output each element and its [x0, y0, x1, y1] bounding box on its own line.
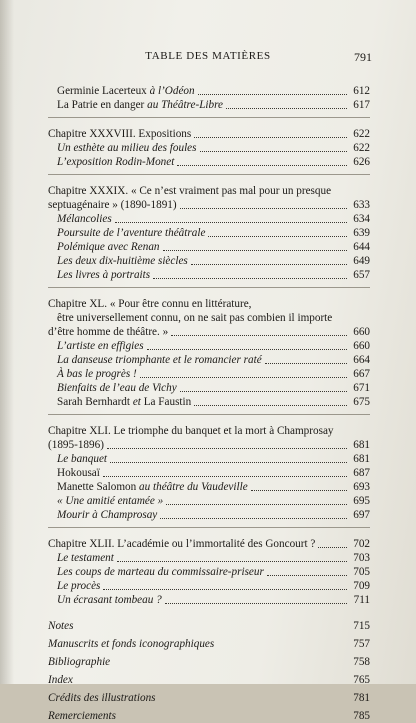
toc-entry: La danseuse triomphante et le romancier raté 664	[57, 354, 370, 366]
toc-entry: Manuscrits et fonds iconographiques 757	[48, 638, 370, 650]
chapter-heading-cont: septuagénaire » (1890-1891) 633	[48, 199, 370, 211]
chapter-heading-cont: être universellement connu, on ne sait pas combien il importe	[57, 312, 333, 324]
back-matter-list	[48, 619, 370, 723]
chapter-heading: Chapitre XL. « Pour être connu en littérature,	[48, 298, 252, 310]
divider	[48, 287, 370, 288]
toc-entry: Mourir à Champrosay 697	[57, 509, 370, 521]
toc-entry: Index 765	[48, 674, 370, 686]
toc-entry: Le banquet 681	[57, 453, 370, 465]
toc-entry: Sarah Bernhardt et La Faustin 675	[57, 396, 370, 408]
toc-entry: Mélancolies 634	[57, 213, 370, 225]
toc-entry: L’exposition Rodin-Monet 626	[57, 156, 370, 168]
chapter-heading: Chapitre XLI. Le triomphe du banquet et la mort à Champrosay	[48, 425, 334, 437]
toc-entry: Les coups de marteau du commissaire-priseur 705	[57, 566, 370, 578]
toc-entry: Manette Salomon au théâtre du Vaudeville 693	[57, 481, 370, 493]
toc-entry: Les deux dix-huitième siècles 649	[57, 255, 370, 267]
toc-entry: Remerciements 785	[48, 710, 370, 722]
toc-entry: Notes 715	[48, 620, 370, 632]
chapter-heading: Chapitre XLII. L’académie ou l’immortalité des Goncourt ? 702	[48, 538, 370, 550]
toc-entry: Un écrasant tombeau ? 711	[57, 594, 370, 606]
toc-entry: Poursuite de l’aventure théâtrale 639	[57, 227, 370, 239]
table-of-contents	[48, 84, 370, 723]
toc-entry: Bienfaits de l’eau de Vichy 671	[57, 382, 370, 394]
chapter-heading: Chapitre XXXVIII. Expositions 622	[48, 128, 370, 140]
divider	[48, 527, 370, 528]
toc-entry: Le testament 703	[57, 552, 370, 564]
divider	[48, 117, 370, 118]
chapter-heading-cont: d’être homme de théâtre. » 660	[48, 326, 370, 338]
binding-shadow	[0, 0, 14, 684]
toc-entry: « Une amitié entamée » 695	[57, 495, 370, 507]
toc-entry: Crédits des illustrations 781	[48, 692, 370, 704]
toc-entry: Bibliographie 758	[48, 656, 370, 668]
toc-entry: Polémique avec Renan 644	[57, 241, 370, 253]
toc-entry: Les livres à portraits 657	[57, 269, 370, 281]
toc-entry: La Patrie en danger au Théâtre-Libre 617	[57, 99, 370, 111]
chapter-heading: Chapitre XXXIX. « Ce n’est vraiment pas mal pour un presque	[48, 185, 332, 197]
toc-entry: Germinie Lacerteux à l’Odéon 612	[57, 85, 370, 97]
toc-entry: L’artiste en effigies 660	[57, 340, 370, 352]
toc-entry: Hokousaï 687	[57, 467, 370, 479]
toc-entry: Le procès 709	[57, 580, 370, 592]
toc-entry: À bas le progrès ! 667	[57, 368, 370, 380]
page-number: 791	[354, 50, 372, 64]
divider	[48, 414, 370, 415]
toc-entry: Un esthète au milieu des foules 622	[57, 142, 370, 154]
divider	[48, 174, 370, 175]
running-head: TABLE DES MATIÈRES	[145, 50, 271, 62]
chapter-heading-cont: (1895-1896) 681	[48, 439, 370, 451]
